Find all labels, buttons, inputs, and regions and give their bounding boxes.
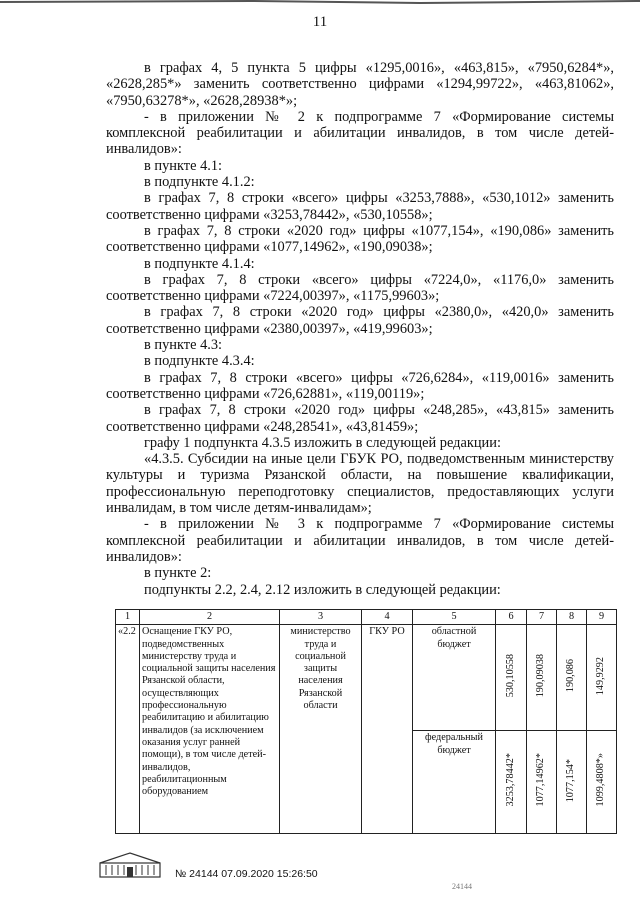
value-cell <box>496 731 527 834</box>
table-header-cell: 2 <box>140 610 280 625</box>
value-cell <box>557 731 587 834</box>
table-header-cell: 9 <box>587 610 617 625</box>
executor-cell: ГКУ РО <box>362 625 413 834</box>
table-header-cell: 6 <box>496 610 527 625</box>
table-header-cell: 7 <box>527 610 557 625</box>
paragraph: в графах 7, 8 строки «всего» цифры «7224,0», «1176,0» заменить соответственно цифрами «7224,00397», «1175,99603»; <box>106 271 614 305</box>
value-text: 1077,14962* <box>535 753 547 807</box>
table-header-cell: 1 <box>116 610 140 625</box>
table-header-cell: 8 <box>557 610 587 625</box>
value-text: 190,086 <box>565 659 577 693</box>
value-cell <box>527 625 557 731</box>
paragraph: в графах 7, 8 строки «2020 год» цифры «1077,154», «190,086» заменить соответственно цифрами «1077,14962», «190,09038»; <box>106 222 614 256</box>
value-text: 530,10558 <box>504 654 516 698</box>
paragraph: в подпункте 4.1.4: <box>144 255 255 272</box>
budget-table <box>115 609 617 834</box>
table-header-cell: 5 <box>413 610 496 625</box>
value-cell <box>587 625 617 731</box>
building-stamp-icon <box>98 851 162 881</box>
value-text: 149,9292 <box>595 656 607 695</box>
paragraph: в подпункте 4.3.4: <box>144 353 255 370</box>
top-border-scan <box>0 0 640 6</box>
paragraph: в подпункте 4.1.2: <box>144 174 255 191</box>
paragraph: в пункте 4.1: <box>144 157 223 174</box>
funding-source-cell: федеральный бюджет <box>413 731 496 834</box>
corner-note: 24144 <box>452 882 472 891</box>
value-text: 1099,4808*» <box>595 753 607 807</box>
paragraph: в графах 7, 8 строки «2020 год» цифры «248,285», «43,815» заменить соответственно цифрами «248,28541», «43,81459»; <box>106 402 614 435</box>
value-cell <box>587 731 617 834</box>
value-text: 1077,154* <box>565 758 577 802</box>
table-header-cell: 3 <box>280 610 362 625</box>
paragraph: в графах 7, 8 строки «всего» цифры «726,6284», «119,0016» заменить соответственно цифрами «726,62881», «119,00119»; <box>106 369 614 402</box>
document-body <box>106 60 614 598</box>
ministry-cell: министерство труда и социальной защиты населения Рязанской области <box>280 625 362 834</box>
value-cell <box>527 731 557 834</box>
value-text: 190,09038 <box>535 654 547 698</box>
paragraph: в графах 7, 8 строки «всего» цифры «3253,7888», «530,1012» заменить соответственно цифрами «3253,78442», «530,10558»; <box>106 190 614 223</box>
paragraph: в пункте 4.3: <box>144 337 223 354</box>
paragraph: графу 1 подпункта 4.3.5 изложить в следующей редакции: <box>144 434 501 451</box>
value-cell <box>496 625 527 731</box>
value-cell <box>557 625 587 731</box>
paragraph: - в приложении № 3 к подпрограмме 7 «Формирование системы комплексной реабилитации и абилитации инвалидов, в том числе детей-инвалидов»: <box>106 516 614 565</box>
paragraph: подпункты 2.2, 2.4, 2.12 изложить в следующей редакции: <box>144 581 501 598</box>
paragraph: в пункте 2: <box>144 565 212 582</box>
measure-name-cell: Оснащение ГКУ РО, подведомственных министерству труда и социальной защиты населения Рязанской области, осуществляющих профессиональную реабилитацию и абилитацию инвалидов (за исключением оказания услуг ранней помощи), в том числе детей-инвалидов, реабилитационным оборудованием <box>140 625 280 834</box>
row-number-cell: «2.2 <box>116 625 140 834</box>
value-text: 3253,78442* <box>504 753 516 807</box>
page-number: 11 <box>312 14 328 30</box>
registration-stamp: № 24144 07.09.2020 15:26:50 <box>175 868 318 880</box>
paragraph: в графах 4, 5 пункта 5 цифры «1295,0016», «463,815», «7950,6284*», «2628,285*» заменить соответственно цифрами «1294,99722», «463,81062», «7950,63278*», «2628,28938*»; <box>106 60 614 109</box>
table-header-cell: 4 <box>362 610 413 625</box>
paragraph: в графах 7, 8 строки «2020 год» цифры «2380,0», «420,0» заменить соответственно цифрами «2380,00397», «419,99603»; <box>106 304 614 337</box>
table-header-row <box>116 610 617 625</box>
table-row <box>116 625 617 731</box>
funding-source-cell: областной бюджет <box>413 625 496 731</box>
paragraph: - в приложении № 2 к подпрограмме 7 «Формирование системы комплексной реабилитации и абилитации инвалидов, в том числе детей-инвалидов»: <box>106 108 614 158</box>
paragraph: «4.3.5. Субсидии на иные цели ГБУК РО, подведомственным министерству культуры и туризма Рязанской области, на повышение квалификации, профессиональную переподготовку специалистов, предоставляющих услуги инвалидам, в том числе детям-инвалидам»; <box>106 451 614 517</box>
